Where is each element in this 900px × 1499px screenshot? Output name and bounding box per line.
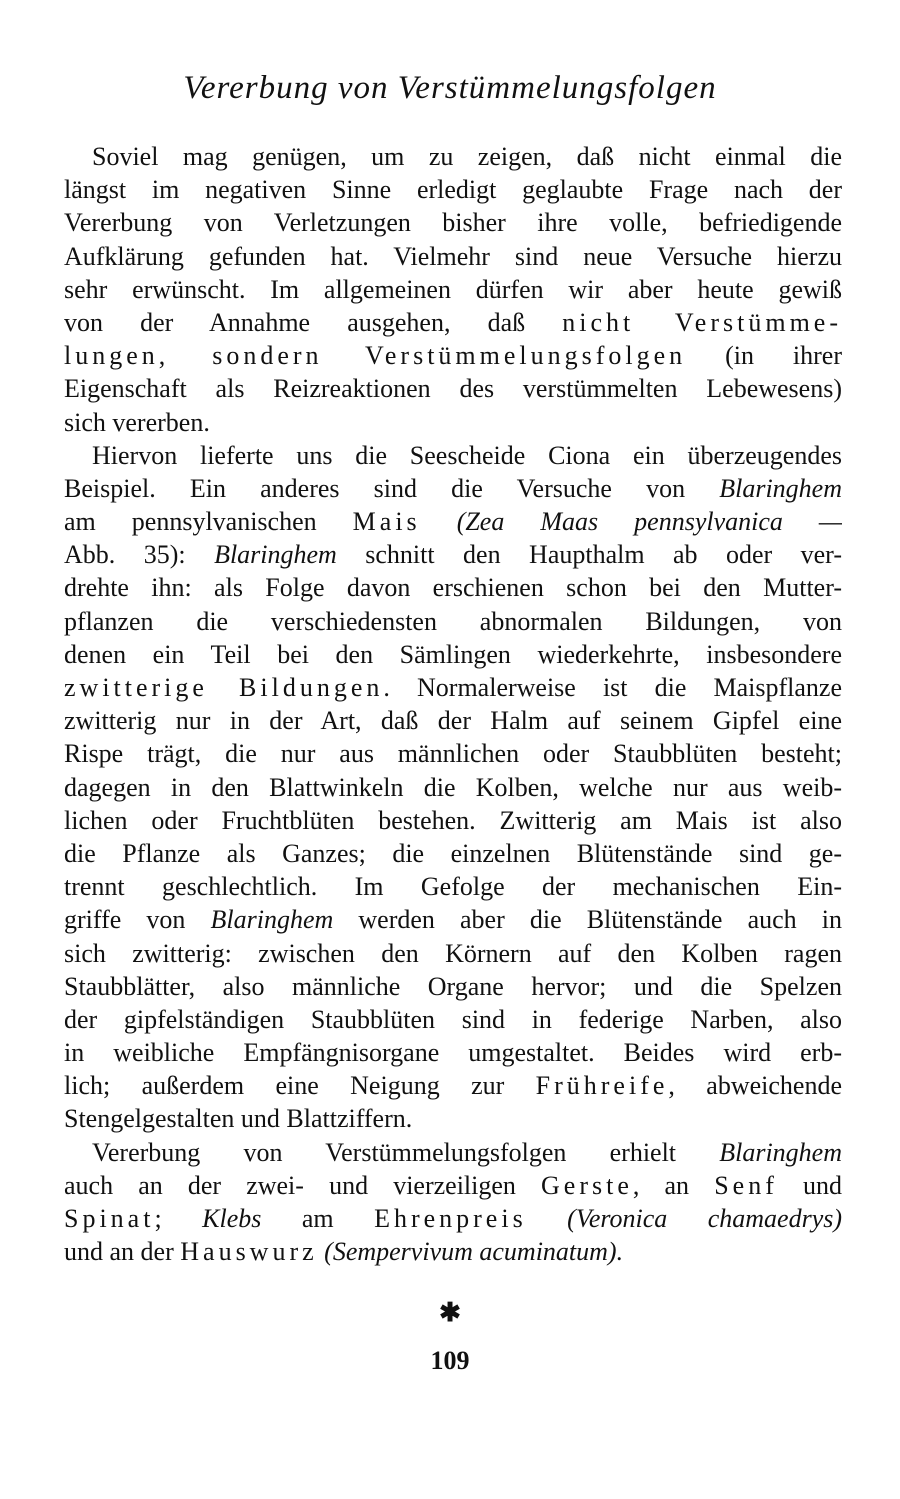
italic-name: (Sempervivum acuminatum). (324, 1237, 624, 1267)
text-line: von der Annahme ausgehen, daß nicht Verstümme- (64, 307, 842, 337)
text-line: pflanzen die verschiedensten abnormalen Bildungen, von (64, 606, 842, 636)
text-line: zwitterig nur in der Art, daß der Halm auf seinem Gipfel eine (64, 706, 842, 736)
italic-name: Blaringhem (719, 473, 842, 503)
spaced-emphasis: Hauswurz (180, 1237, 318, 1267)
italic-name: Blaringhem (719, 1137, 842, 1167)
section-ornament: ✱ (439, 1298, 461, 1327)
text-line: Soviel mag genügen, um zu zeigen, daß nicht einmal die (92, 142, 842, 171)
text-line: sehr erwünscht. Im allgemeinen dürfen wir aber heute gewiß (64, 274, 842, 304)
text-line: drehte ihn: als Folge davon erschienen schon bei den Mutter- (64, 573, 842, 603)
italic-name: (Zea Maas pennsylvanica — (456, 507, 842, 537)
text-line: dagegen in den Blattwinkeln die Kolben, welche nur aus weib- (64, 772, 842, 802)
spaced-emphasis: nicht Verstümme- (562, 307, 842, 337)
spaced-emphasis: Mais (352, 507, 421, 537)
text-line: Vererbung von Verletzungen bisher ihre volle, befriedigende (64, 208, 842, 238)
italic-name: Blaringhem (214, 540, 337, 570)
text-line: lungen, sondern Verstümmelungsfolgen (in ihrer (64, 341, 842, 371)
spaced-emphasis: Gerste (541, 1170, 633, 1200)
text-line: Staubblätter, also männliche Organe hervor; und die Spelzen (64, 971, 842, 1001)
text-line: denen ein Teil bei den Sämlingen wiederkehrte, insbesondere (64, 639, 842, 669)
text-line: Beispiel. Ein anderes sind die Versuche von Blaringhem (64, 473, 842, 503)
page-number: 109 (430, 1346, 470, 1375)
text-line: trennt geschlechtlich. Im Gefolge der mechanischen Ein- (64, 872, 842, 902)
italic-name: Klebs (202, 1204, 262, 1233)
text-line: lichen oder Fruchtblüten bestehen. Zwitterig am Mais ist also (64, 805, 842, 835)
text-line: Eigenschaft als Reizreaktionen des verstümmelten Lebewesens) (64, 374, 842, 404)
text-line: lich; außerdem eine Neigung zur Frühreife, abweichende (64, 1071, 842, 1101)
text-line: Stengelgestalten und Blattziffern. (64, 1104, 413, 1134)
body-text (64, 140, 842, 1268)
spaced-emphasis: Frühreife (535, 1071, 669, 1101)
text-line: Aufklärung gefunden hat. Vielmehr sind neue Versuche hierzu (64, 241, 842, 271)
spaced-emphasis: Ehrenpreis (374, 1204, 527, 1233)
text-line: sich vererben. (64, 407, 210, 437)
text-line: Hiervon lieferte uns die Seescheide Ciona ein überzeugendes (92, 440, 842, 470)
text-line: griffe von Blaringhem werden aber die Blütenstände auch in (64, 905, 842, 935)
text-line: Abb. 35): Blaringhem schnitt den Haupthalm ab oder ver- (64, 540, 842, 570)
text-line: Rispe trägt, die nur aus männlichen oder Staubblüten besteht; (64, 739, 842, 769)
text-line: und an der Hauswurz (Sempervivum acuminatum). (64, 1237, 624, 1267)
text-line: am pennsylvanischen Mais (Zea Maas pennsylvanica — (64, 507, 842, 537)
spaced-emphasis: Spinat (64, 1204, 155, 1233)
text-line: sich zwitterig: zwischen den Körnern auf den Kolben ragen (64, 938, 842, 968)
text-line: in weibliche Empfängnisorgane umgestaltet. Beides wird erb- (64, 1038, 842, 1068)
text-line: die Pflanze als Ganzes; die einzelnen Blütenstände sind ge- (64, 838, 842, 868)
spaced-emphasis: zwitterige Bildungen (64, 673, 384, 702)
italic-name: Blaringhem (210, 905, 334, 935)
spaced-emphasis: lungen, sondern Verstümmelungsfolgen (64, 341, 687, 371)
spaced-emphasis: Senf (714, 1170, 778, 1200)
text-line: Spinat; Klebs am Ehrenpreis (Veronica chamaedrys) (64, 1204, 842, 1233)
text-line: längst im negativen Sinne erledigt geglaubte Frage nach der (64, 175, 842, 205)
text-line: Vererbung von Verstümmelungsfolgen erhielt Blaringhem (92, 1137, 842, 1167)
text-line: der gipfelständigen Staubblüten sind in federige Narben, also (64, 1004, 842, 1034)
text-line: zwitterige Bildungen. Normalerweise ist die Maispflanze (64, 673, 842, 702)
italic-name: (Veronica chamaedrys) (567, 1204, 842, 1233)
text-line: auch an der zwei- und vierzeiligen Gerste, an Senf und (64, 1170, 842, 1200)
running-head-title: Vererbung von Verstümmelungsfolgen (183, 70, 717, 106)
